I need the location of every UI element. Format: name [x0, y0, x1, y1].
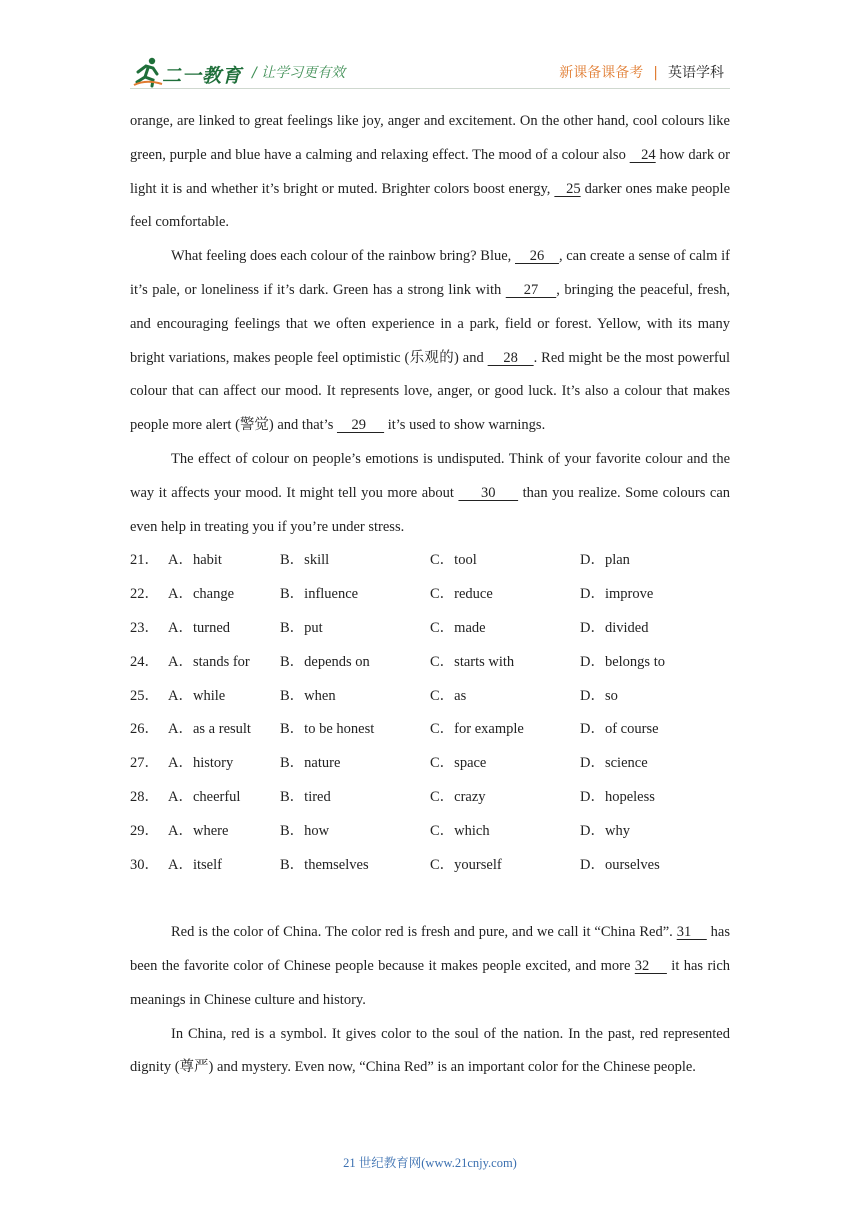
blank-32: 32	[634, 957, 667, 974]
option-d: D．hopeless	[580, 788, 655, 805]
header-subject-label: 英语学科	[668, 65, 724, 81]
option-c: C．as	[430, 687, 467, 704]
option-a: A．as a result	[168, 721, 251, 738]
option-a: A．cheerful	[168, 788, 241, 805]
option-d: D．improve	[580, 586, 654, 603]
question-row	[130, 781, 730, 815]
option-a: A．history	[168, 755, 234, 772]
option-c: C．space	[430, 755, 487, 772]
question-number: 26．	[130, 721, 159, 738]
passage1-paragraph-1: orange, are linked to great feelings like joy, anger and excitement. On the other hand, cool colours like green, purple and blue have a calming and relaxing effect. The mood of a colour also 24 how dark or light it is and whether it’s bright or muted. Brighter colors boost energy, 25 darker ones make people feel comfortable.	[130, 113, 731, 231]
blank-29: 29	[336, 417, 385, 434]
runner-logo-icon	[132, 55, 166, 89]
header-slogan: / 让学习更有效	[252, 65, 346, 81]
question-row	[130, 747, 730, 781]
header-divider	[130, 88, 730, 89]
question-number: 27．	[130, 755, 159, 772]
question-row	[130, 849, 730, 883]
question-row	[130, 815, 730, 849]
header-prep-label: 新课备课备考	[559, 65, 644, 81]
option-b: B．how	[280, 822, 330, 839]
question-number: 23．	[130, 619, 159, 636]
option-d: D．plan	[580, 552, 630, 569]
option-d: D．divided	[580, 619, 649, 636]
question-row	[130, 646, 730, 680]
option-a: A．habit	[168, 552, 222, 569]
passage2-paragraph-1: Red is the color of China. The color red is fresh and pure, and we call it “China Red”. 31 has been the favorite color of Chinese people because it makes people excited, and more 32 it has rich meanings in Chinese culture and history.	[130, 924, 731, 1008]
question-row	[130, 578, 730, 612]
header-separator: |	[653, 65, 658, 81]
question-row	[130, 713, 730, 747]
question-number: 22．	[130, 586, 159, 603]
passage1-paragraph-2: What feeling does each colour of the rainbow bring? Blue, 26 , can create a sense of calm if it’s pale, or loneliness if it’s dark. Green has a strong link with 27 , bringing the peaceful, fresh, and encouraging feelings that we often experience in a park, field or forest. Yellow, with its many bright variations, makes people feel optimistic (乐观的) and 28 . Red might be the most powerful colour that can affect our mood. It represents love, anger, or good luck. It’s also a colour that makes people more alert (警觉) and that’s 29 it’s used to show warnings.	[130, 248, 731, 434]
blank-28: 28	[487, 349, 534, 366]
option-b: B．to be honest	[280, 721, 375, 738]
question-number: 29．	[130, 822, 159, 839]
header-subject	[559, 62, 724, 82]
option-d: D．so	[580, 687, 618, 704]
section-gap	[130, 882, 730, 916]
question-number: 30．	[130, 856, 159, 873]
blank-26: 26	[515, 248, 559, 265]
question-number: 28．	[130, 788, 159, 805]
page-footer: 21 世纪教育网(www.21cnjy.com)	[343, 1156, 517, 1170]
option-a: A．stands for	[168, 653, 250, 670]
question-number: 25．	[130, 687, 159, 704]
blank-25: 25	[554, 180, 581, 197]
option-c: C．yourself	[430, 856, 502, 873]
option-a: A．where	[168, 822, 229, 839]
question-list	[130, 544, 730, 882]
option-d: D．ourselves	[580, 856, 660, 873]
option-b: B．nature	[280, 755, 341, 772]
option-c: C．starts with	[430, 653, 515, 670]
logo-text: 二一教育	[162, 65, 243, 87]
option-b: B．when	[280, 687, 336, 704]
option-b: B．depends on	[280, 653, 370, 670]
page-header	[0, 0, 860, 100]
blank-27: 27	[505, 281, 557, 298]
option-b: B．skill	[280, 552, 330, 569]
option-c: C．crazy	[430, 788, 486, 805]
option-c: C．tool	[430, 552, 477, 569]
option-c: C．made	[430, 619, 486, 636]
blank-31: 31	[676, 924, 707, 941]
option-d: D．of course	[580, 721, 659, 738]
option-a: A．change	[168, 586, 235, 603]
question-number: 24．	[130, 653, 159, 670]
passage1-paragraph-3: The effect of colour on people’s emotions is undisputed. Think of your favorite colour and the way it affects your mood. It might tell you more about 30 than you realize. Some colours can even help in treating you if you’re under stress.	[130, 450, 731, 535]
option-d: D．why	[580, 822, 630, 839]
option-b: B．tired	[280, 788, 331, 805]
option-c: C．for example	[430, 721, 524, 738]
option-a: A．itself	[168, 856, 222, 873]
passage2-paragraph-2: In China, red is a symbol. It gives color to the soul of the nation. In the past, red represented dignity (尊严) and mystery. Even now, “China Red” is an important color for the Chinese people.	[130, 1025, 730, 1076]
option-a: A．while	[168, 687, 226, 704]
question-row	[130, 612, 730, 646]
document-body	[130, 105, 730, 1085]
question-row	[130, 544, 730, 578]
option-a: A．turned	[168, 619, 231, 636]
option-c: C．reduce	[430, 586, 493, 603]
blank-30: 30	[458, 484, 519, 501]
option-d: D．science	[580, 755, 648, 772]
option-c: C．which	[430, 822, 490, 839]
brand-logo	[132, 55, 252, 91]
question-row	[130, 680, 730, 714]
blank-24: 24	[629, 146, 656, 163]
option-b: B．put	[280, 619, 323, 636]
option-b: B．themselves	[280, 856, 369, 873]
question-number: 21．	[130, 552, 159, 569]
option-d: D．belongs to	[580, 653, 665, 670]
option-b: B．influence	[280, 586, 359, 603]
